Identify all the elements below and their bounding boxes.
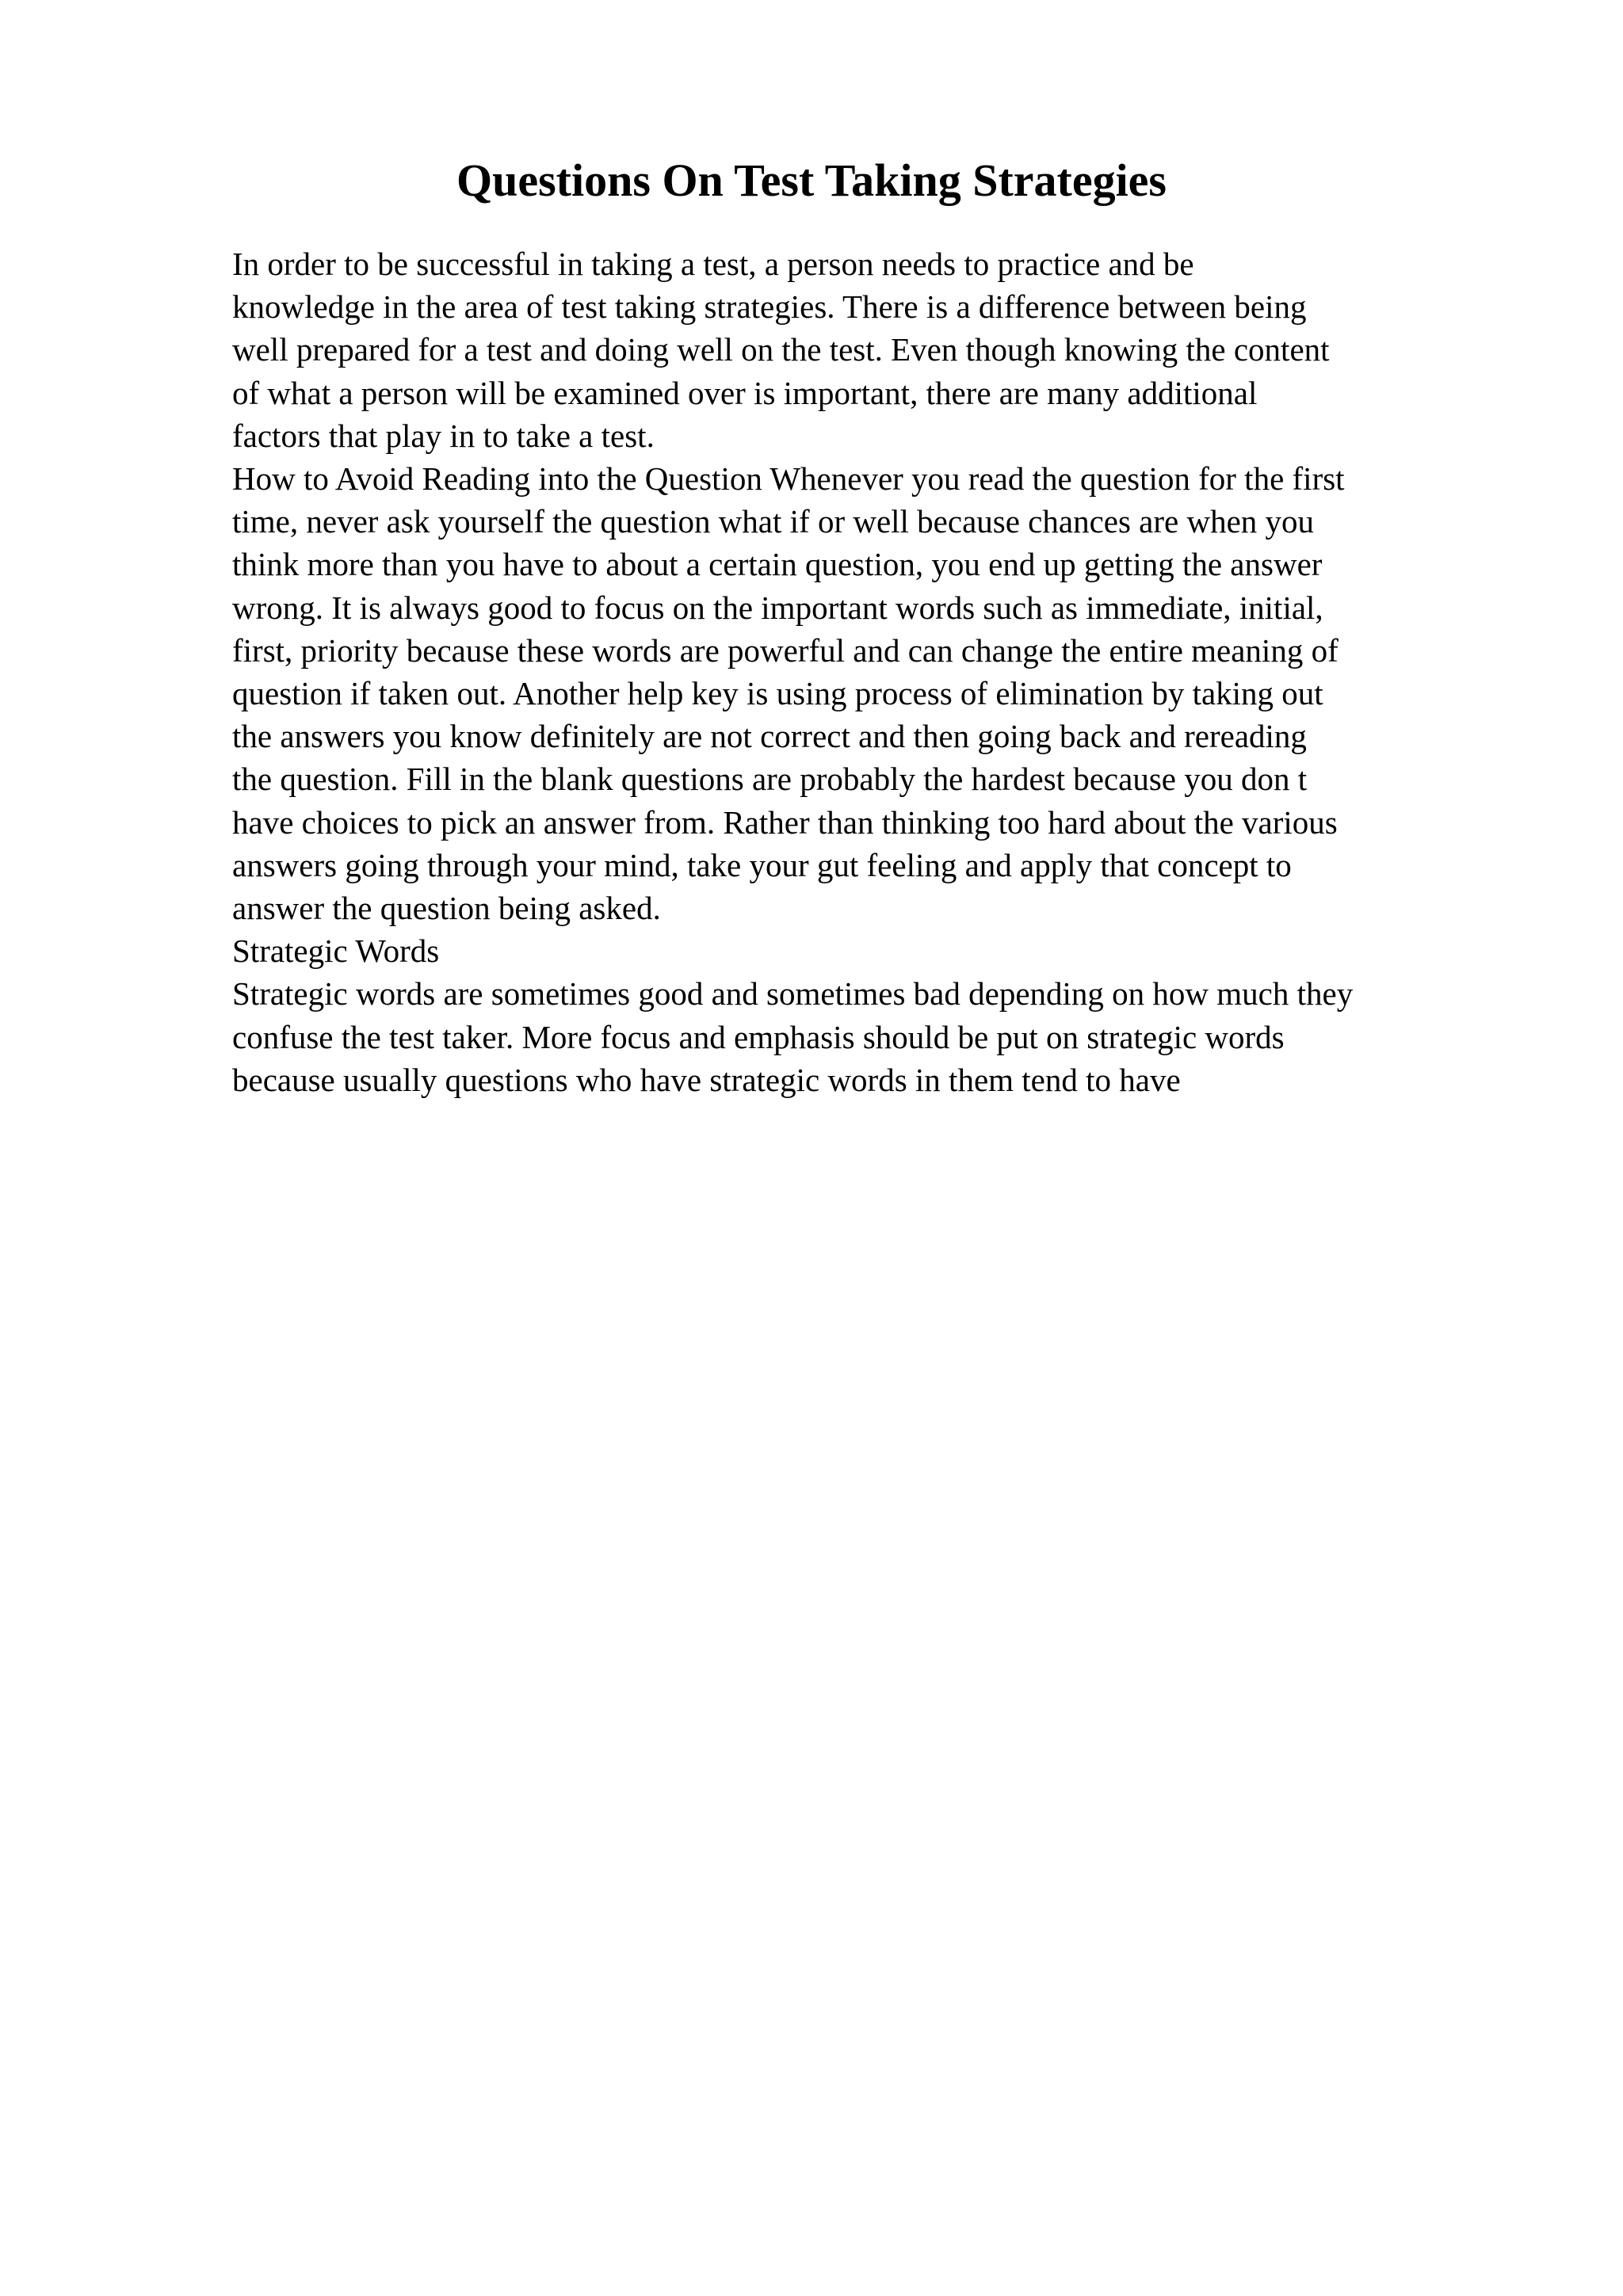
section-heading-strategic-words: Strategic Words (232, 933, 440, 970)
body-line: have choices to pick an answer from. Rather than thinking too hard about the various (232, 803, 1338, 841)
body-line: wrong. It is always good to focus on the important words such as immediate, initial, (232, 589, 1323, 626)
body-line: answer the question being asked. (232, 890, 661, 927)
body-line: answers going through your mind, take your gut feeling and apply that concept to (232, 846, 1292, 883)
body-line: question if taken out. Another help key is using process of elimination by taking out (232, 675, 1323, 712)
body-line: of what a person will be examined over is important, there are many additional (232, 374, 1258, 411)
body-line: because usually questions who have strategic words in them tend to have (232, 1061, 1181, 1098)
section-heading-avoid-reading: How to Avoid Reading into the Question Whenever you read the question for the first (232, 460, 1345, 498)
document-body (232, 242, 1532, 1101)
body-line: well prepared for a test and doing well on the test. Even though knowing the content (232, 331, 1330, 368)
document-title: Questions On Test Taking Strategies (456, 154, 1167, 206)
body-line: factors that play in to take a test. (232, 417, 655, 454)
body-line: think more than you have to about a certain question, you end up getting the answer (232, 546, 1323, 583)
body-line: confuse the test taker. More focus and emphasis should be put on strategic words (232, 1018, 1285, 1055)
body-line: knowledge in the area of test taking strategies. There is a difference between being (232, 288, 1307, 326)
body-line: Strategic words are sometimes good and sometimes bad depending on how much they (232, 975, 1354, 1013)
body-line: first, priority because these words are powerful and can change the entire meaning of (232, 631, 1338, 669)
body-line: the answers you know definitely are not correct and then going back and rereading (232, 718, 1307, 755)
body-line: In order to be successful in taking a test, a person needs to practice and be (232, 246, 1194, 282)
body-line: time, never ask yourself the question what if or well because chances are when you (232, 503, 1315, 540)
body-line: the question. Fill in the blank questions are probably the hardest because you don t (232, 761, 1308, 798)
